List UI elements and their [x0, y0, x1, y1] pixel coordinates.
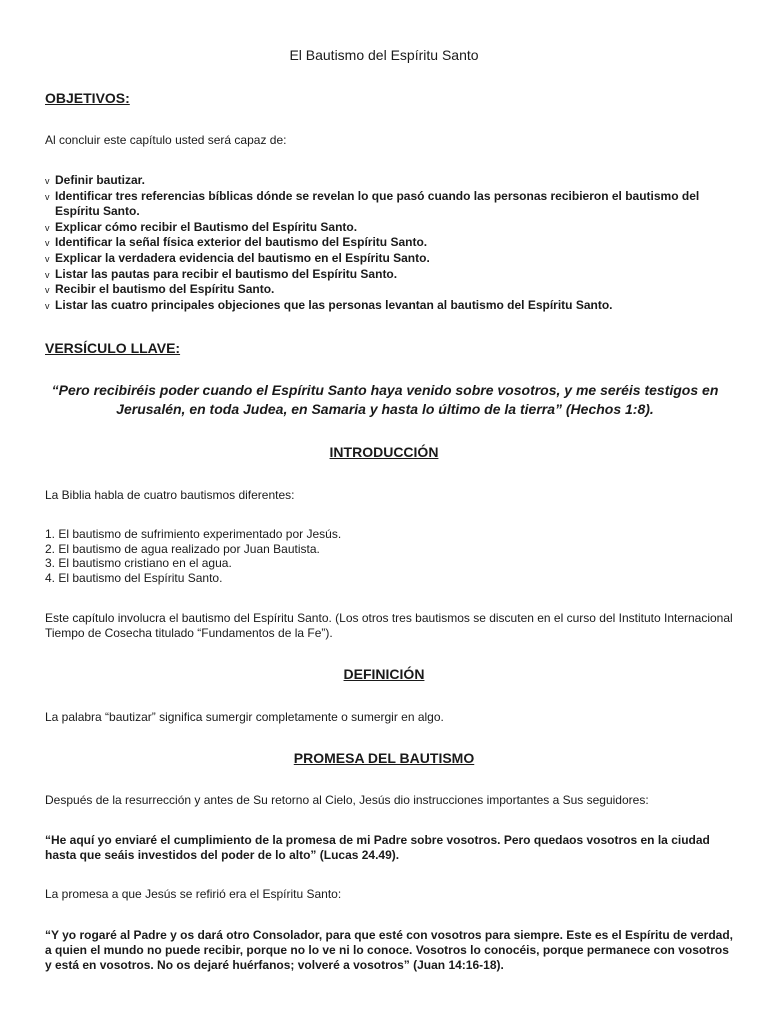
bullet-icon: v: [45, 269, 50, 280]
document-title: El Bautismo del Espíritu Santo: [289, 47, 479, 63]
definicion-text: La palabra “bautizar” significa sumergir completamente o sumergir en algo.: [45, 710, 444, 724]
objetivo-item: [45, 235, 735, 251]
objetivos-intro: Al concluir este capítulo usted será capaz de:: [45, 133, 287, 147]
objetivo-text: Listar las pautas para recibir el bautismo del Espíritu Santo.: [55, 266, 398, 281]
bullet-icon: v: [45, 300, 50, 311]
objetivo-item: [45, 282, 735, 298]
objetivos-heading: OBJETIVOS:: [45, 90, 130, 106]
objetivo-text: Identificar la señal física exterior del bautismo del Espíritu Santo.: [55, 235, 428, 250]
list-item: 4. El bautismo del Espíritu Santo.: [45, 570, 223, 585]
bullet-icon: v: [45, 176, 50, 186]
promesa-intro: Después de la resurrección y antes de Su retorno al Cielo, Jesús dio instrucciones importantes a Sus seguidores:: [45, 793, 649, 807]
promesa-mid: La promesa a que Jesús se refirió era el Espíritu Santo:: [45, 887, 342, 901]
bullet-icon: v: [45, 253, 50, 264]
definicion-heading: DEFINICIÓN: [343, 666, 425, 682]
objetivo-text: Identificar tres referencias bíblicas dónde se revelan lo que pasó cuando las personas recibieron el bautismo del Espíritu Santo.: [55, 188, 700, 219]
bullet-icon: v: [45, 222, 50, 233]
list-item: 3. El bautismo cristiano en el agua.: [45, 556, 232, 571]
objetivo-item: [45, 220, 735, 236]
introduccion-heading: INTRODUCCIÓN: [329, 444, 439, 460]
objetivo-text: Definir bautizar.: [55, 173, 146, 187]
promesa-quote-lucas: “He aquí yo enviaré el cumplimiento de la promesa de mi Padre sobre vosotros. Pero quedaos vosotros en la ciudad hasta que seáis investidos del poder de lo alto” (Lucas 24.49).: [45, 833, 710, 862]
objetivo-item: [45, 298, 735, 314]
promesa-quote-juan: “Y yo rogaré al Padre y os dará otro Consolador, para que esté con vosotros para siempre. Este es el Espíritu de verdad, a quien el mundo no puede recibir, porque no lo ve ni lo conoce. Vosotros lo conocéis, porque permanece con vosotros y está en vosotros. No os dejaré huérfanos; volveré a vosotros” (Juan 14:16-18).: [45, 928, 734, 972]
list-item: 1. El bautismo de sufrimiento experimentado por Jesús.: [45, 527, 342, 541]
introduccion-intro: La Biblia habla de cuatro bautismos diferentes:: [45, 488, 295, 502]
bullet-icon: v: [45, 238, 50, 249]
objetivo-item: [45, 189, 735, 220]
objetivo-text: Explicar la verdadera evidencia del bautismo en el Espíritu Santo.: [55, 250, 430, 265]
objetivo-text: Explicar cómo recibir el Bautismo del Espíritu Santo.: [55, 219, 358, 234]
objetivos-list: [45, 173, 735, 313]
key-verse: “Pero recibiréis poder cuando el Espíritu Santo haya venido sobre vosotros, y me seréis testigos en Jerusalén, en toda Judea, en Samaria y hasta lo último de la tierra” (Hechos 1:8).: [51, 382, 719, 417]
bullet-icon: v: [45, 285, 50, 296]
list-item: 2. El bautismo de agua realizado por Juan Bautista.: [45, 541, 320, 556]
versiculo-heading: VERSÍCULO LLAVE:: [45, 340, 181, 356]
promesa-heading: PROMESA DEL BAUTISMO: [293, 750, 475, 766]
introduccion-note: Este capítulo involucra el bautismo del Espíritu Santo. (Los otros tres bautismos se discuten en el curso del Instituto Internacional Tiempo de Cosecha titulado “Fundamentos de la Fe”).: [45, 611, 733, 640]
bullet-icon: v: [45, 191, 50, 202]
objetivo-item: [45, 267, 735, 283]
baptisms-list: [45, 527, 735, 585]
objetivo-text: Listar las cuatro principales objeciones que las personas levantan al bautismo del Espíritu Santo.: [55, 297, 613, 312]
objetivo-item: [45, 173, 735, 189]
objetivo-item: [45, 251, 735, 267]
objetivo-text: Recibir el bautismo del Espíritu Santo.: [55, 282, 275, 297]
